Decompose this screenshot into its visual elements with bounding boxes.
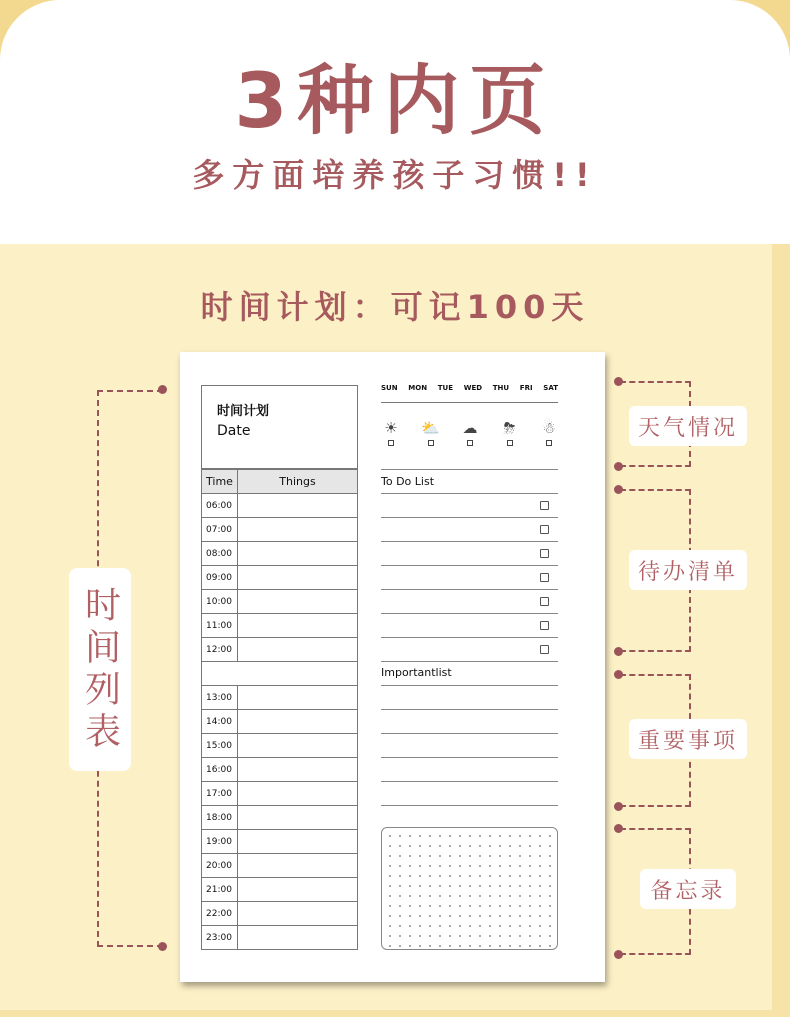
memo-dot-bottom [614, 950, 623, 959]
weather-dot-bottom [614, 462, 623, 471]
time-cell: 08:00 [202, 542, 238, 566]
todo-checkbox[interactable] [540, 501, 549, 510]
table-gap-row [202, 662, 358, 686]
todo-line[interactable] [381, 541, 558, 542]
table-row [202, 566, 358, 590]
important-line[interactable] [381, 733, 558, 734]
todo-dot-bottom [614, 647, 623, 656]
time-cell: 22:00 [202, 902, 238, 926]
things-cell[interactable] [238, 638, 358, 662]
weather-checkbox [507, 440, 513, 446]
time-cell: 20:00 [202, 854, 238, 878]
todo-title: To Do List [381, 475, 435, 488]
header-card [0, 0, 790, 244]
weekday-label: MON [408, 384, 428, 392]
todo-checkbox[interactable] [540, 645, 549, 654]
things-cell[interactable] [238, 782, 358, 806]
weather-dot-top [614, 377, 623, 386]
sun-cloud-icon[interactable]: ⛅ [420, 420, 442, 446]
table-row [202, 542, 358, 566]
weekday-label: SUN [381, 384, 398, 392]
weekday-label: SAT [543, 384, 558, 392]
important-dot-bottom [614, 802, 623, 811]
things-cell[interactable] [238, 854, 358, 878]
important-line[interactable] [381, 781, 558, 782]
time-cell: 19:00 [202, 830, 238, 854]
time-cell: 12:00 [202, 638, 238, 662]
weather-row [380, 420, 560, 446]
subheadline: 多方面培养孩子习惯!! [192, 156, 598, 194]
table-row [202, 686, 358, 710]
todo-line[interactable] [381, 589, 558, 590]
todo-line[interactable] [381, 493, 558, 494]
things-cell[interactable] [238, 710, 358, 734]
things-cell[interactable] [238, 590, 358, 614]
snow-cloud-icon[interactable]: ☃ [538, 420, 560, 446]
todo-line[interactable] [381, 613, 558, 614]
important-title: Importantlist [381, 666, 452, 679]
weather-label: 天气情况 [629, 406, 747, 446]
things-cell[interactable] [238, 830, 358, 854]
todo-line[interactable] [381, 637, 558, 638]
time-cell: 10:00 [202, 590, 238, 614]
things-header: Things [238, 470, 358, 494]
table-row [202, 614, 358, 638]
memo-label: 备忘录 [640, 869, 736, 909]
time-list-label: 时间列表 [69, 568, 131, 771]
thunder-rain-icon[interactable]: ⛈ [499, 420, 521, 446]
time-cell: 17:00 [202, 782, 238, 806]
important-label: 重要事项 [629, 719, 747, 759]
table-row [202, 758, 358, 782]
time-cell: 14:00 [202, 710, 238, 734]
weekday-label: WED [463, 384, 483, 392]
time-cell: 21:00 [202, 878, 238, 902]
todo-checkbox[interactable] [540, 525, 549, 534]
table-row [202, 854, 358, 878]
things-cell[interactable] [238, 806, 358, 830]
things-cell[interactable] [238, 734, 358, 758]
todo-checkbox[interactable] [540, 549, 549, 558]
todo-checkbox[interactable] [540, 573, 549, 582]
things-cell[interactable] [238, 758, 358, 782]
things-cell[interactable] [238, 542, 358, 566]
weather-checkbox [467, 440, 473, 446]
table-row [202, 710, 358, 734]
time-cell: 11:00 [202, 614, 238, 638]
things-cell[interactable] [238, 878, 358, 902]
section-title: 时间计划：可记100天 [200, 288, 590, 326]
memo-dot-grid[interactable] [381, 827, 558, 950]
things-cell[interactable] [238, 926, 358, 950]
table-row [202, 734, 358, 758]
things-cell[interactable] [238, 518, 358, 542]
weekday-label: FRI [519, 384, 533, 392]
memo-dot-top [614, 824, 623, 833]
todo-line[interactable] [381, 517, 558, 518]
table-row [202, 806, 358, 830]
todo-label: 待办清单 [629, 550, 747, 590]
table-row [202, 494, 358, 518]
planner-page [180, 352, 605, 982]
weekday-label: THU [492, 384, 510, 392]
things-cell[interactable] [238, 494, 358, 518]
schedule-table [201, 469, 358, 950]
todo-checkbox[interactable] [540, 597, 549, 606]
cloud-icon[interactable]: ☁ [459, 420, 481, 446]
weekday-row [381, 384, 558, 392]
todo-dot-top [614, 485, 623, 494]
table-row [202, 518, 358, 542]
sun-icon[interactable]: ☀ [380, 420, 402, 446]
things-cell[interactable] [238, 614, 358, 638]
time-cell: 16:00 [202, 758, 238, 782]
table-row [202, 830, 358, 854]
time-cell: 06:00 [202, 494, 238, 518]
time-cell: 09:00 [202, 566, 238, 590]
table-row [202, 782, 358, 806]
time-header: Time [202, 470, 238, 494]
time-cell: 18:00 [202, 806, 238, 830]
table-row [202, 926, 358, 950]
date-box [201, 385, 358, 469]
weather-checkbox [428, 440, 434, 446]
important-line[interactable] [381, 685, 558, 686]
things-cell[interactable] [238, 902, 358, 926]
table-row [202, 878, 358, 902]
time-cell: 23:00 [202, 926, 238, 950]
planner-title: 时间计划 [217, 404, 270, 419]
date-label: Date [217, 423, 251, 439]
left-bracket-dot-bottom [158, 942, 167, 951]
important-divider [381, 661, 558, 662]
things-cell[interactable] [238, 686, 358, 710]
important-line[interactable] [381, 805, 558, 806]
important-dot-top [614, 670, 623, 679]
weather-checkbox [388, 440, 394, 446]
todo-divider [381, 469, 558, 470]
todo-line[interactable] [381, 565, 558, 566]
table-row [202, 638, 358, 662]
important-line[interactable] [381, 709, 558, 710]
time-cell: 07:00 [202, 518, 238, 542]
left-bracket-dot-top [158, 385, 167, 394]
table-row [202, 590, 358, 614]
weekday-label: TUE [437, 384, 454, 392]
weather-checkbox [546, 440, 552, 446]
table-row [202, 902, 358, 926]
things-cell[interactable] [238, 566, 358, 590]
todo-checkbox[interactable] [540, 621, 549, 630]
important-line[interactable] [381, 757, 558, 758]
headline: 3种内页 [234, 56, 556, 145]
weekday-divider [381, 402, 558, 403]
time-cell: 15:00 [202, 734, 238, 758]
time-cell: 13:00 [202, 686, 238, 710]
